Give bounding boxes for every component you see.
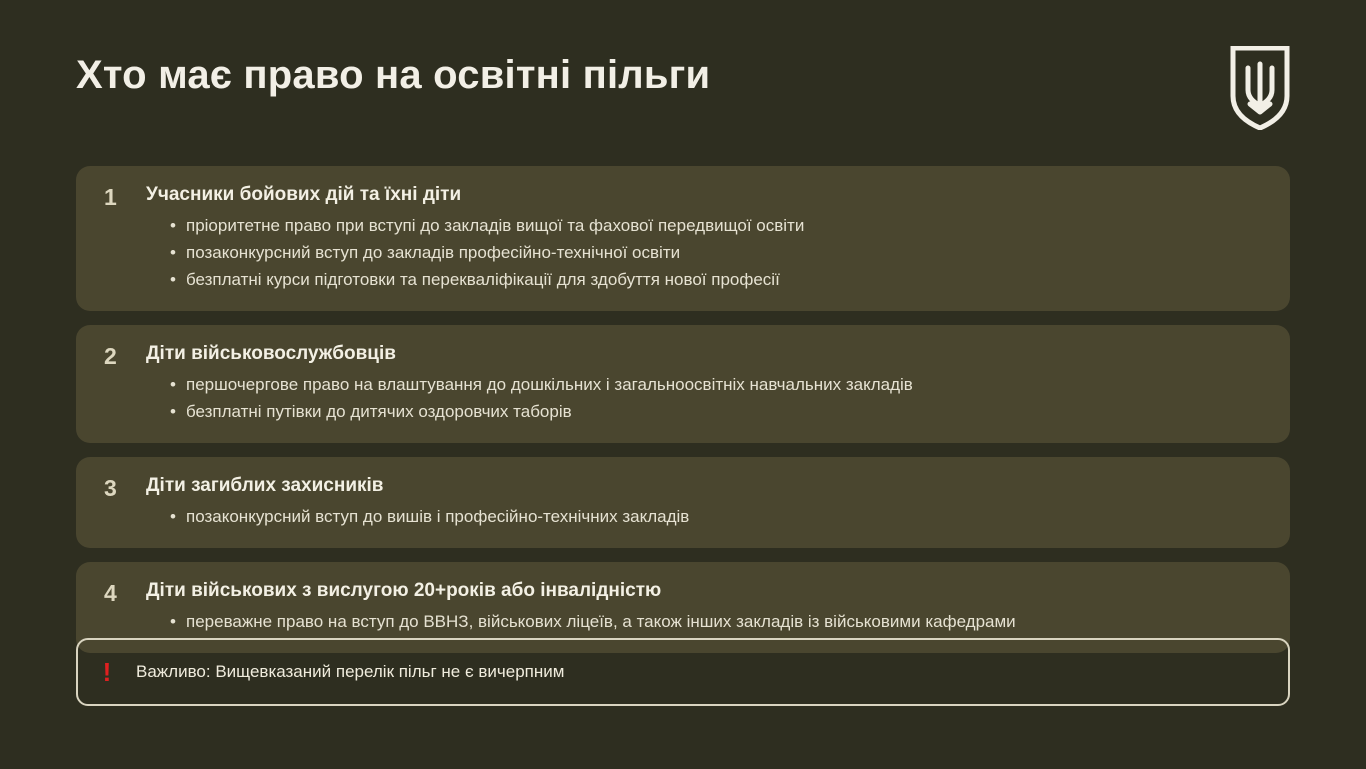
card-body: [146, 578, 1266, 635]
important-note: [76, 638, 1290, 706]
page-title: Хто має право на освітні пільги: [76, 53, 711, 97]
list-item: • безплатні курси підготовки та перекваліфікації для здобуття нової професії: [170, 266, 1266, 293]
card-heading: Діти загиблих захисників: [146, 475, 384, 496]
card-bullet-list: [146, 212, 1266, 293]
important-note-text: Важливо: Вищевказаний перелік пільг не є вичерпним: [136, 662, 565, 681]
list-item: • пріоритетне право при вступі до закладів вищої та фахової передвищої освіти: [170, 212, 1266, 239]
card-body: [146, 473, 1266, 530]
card-bullet-list: [146, 503, 1266, 530]
card-bullet-list: [146, 371, 1266, 425]
card-number: 4: [104, 580, 117, 606]
slide-header: [76, 42, 1290, 132]
card-number: 3: [104, 475, 117, 501]
list-item: • безплатні путівки до дитячих оздоровчих таборів: [170, 398, 1266, 425]
list-item: • переважне право на вступ до ВВНЗ, військових ліцеїв, а також інших закладів із військовими кафедрами: [170, 608, 1266, 635]
card-body: [146, 341, 1266, 425]
benefit-card: [76, 325, 1290, 443]
card-bullet-list: [146, 608, 1266, 635]
card-body: [146, 182, 1266, 293]
benefit-cards-list: [76, 166, 1290, 667]
card-heading: Діти військовослужбовців: [146, 343, 396, 364]
ukrainian-trident-shield-icon: [1230, 46, 1290, 130]
list-item: • першочергове право на влаштування до дошкільних і загальноосвітніх навчальних закладів: [170, 371, 1266, 398]
list-item: • позаконкурсний вступ до вишів і професійно-технічних закладів: [170, 503, 1266, 530]
benefit-card: [76, 166, 1290, 311]
card-number: 1: [104, 184, 117, 210]
list-item: • позаконкурсний вступ до закладів професійно-технічної освіти: [170, 239, 1266, 266]
card-heading: Учасники бойових дій та їхні діти: [146, 184, 462, 205]
card-heading: Діти військових з вислугою 20+років або інвалідністю: [146, 580, 662, 601]
card-number: 2: [104, 343, 117, 369]
benefit-card: [76, 457, 1290, 548]
exclamation-mark-icon: !: [102, 657, 112, 687]
